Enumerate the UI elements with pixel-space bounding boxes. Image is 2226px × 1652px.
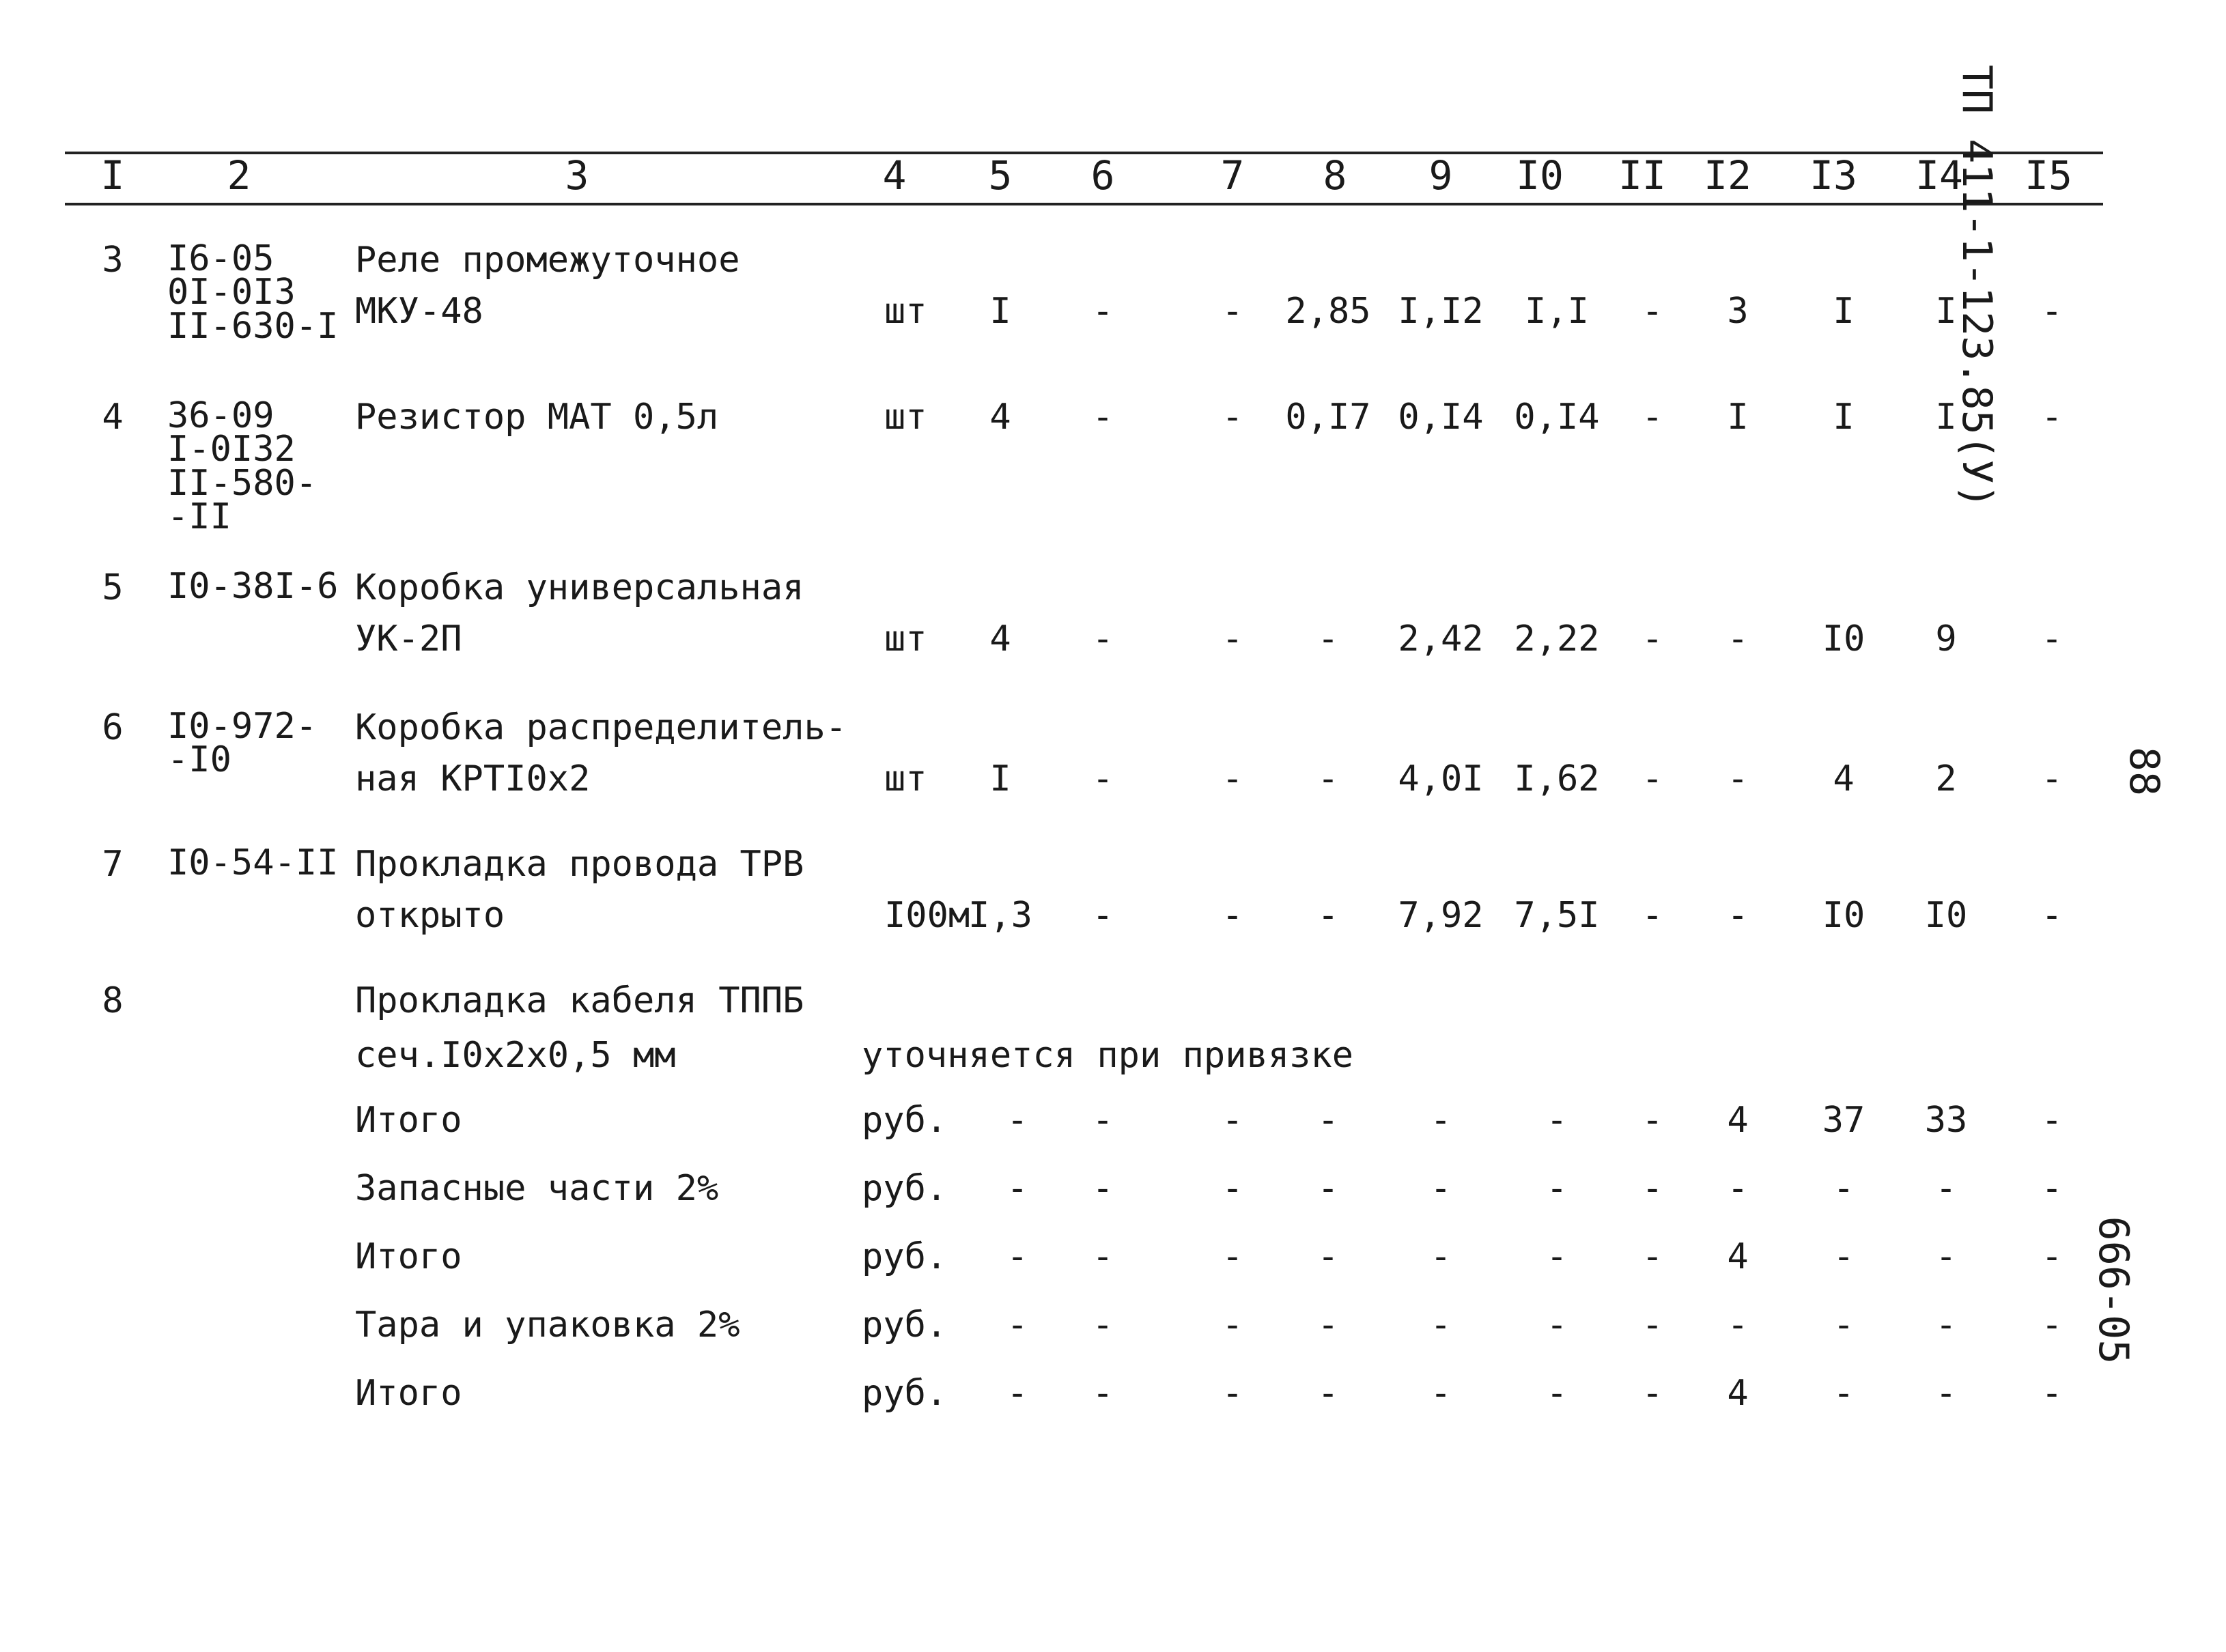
total-value-11: - [1642, 1100, 1663, 1141]
total-value-11: - [1642, 1305, 1663, 1345]
total-unit: руб. [862, 1236, 948, 1277]
total-value-8: - [1317, 1373, 1339, 1414]
total-value-7: - [1222, 1305, 1243, 1345]
row-name-cont: УК-2П [355, 618, 462, 659]
total-unit: руб. [862, 1305, 948, 1345]
row-unit: шт [884, 397, 927, 438]
row-value-11: - [1642, 895, 1663, 936]
row-value-15: - [2041, 618, 2063, 659]
total-value-8: - [1317, 1236, 1339, 1277]
header-col-15: I5 [2025, 152, 2072, 199]
row-value-12: - [1727, 758, 1749, 799]
header-bottom-rule [65, 203, 2103, 205]
total-value-15: - [2041, 1305, 2063, 1345]
header-col-14: I4 [1915, 152, 1963, 199]
header-top-rule [65, 152, 2103, 154]
header-col-1: I [100, 152, 125, 199]
row-number: 3 [102, 240, 124, 281]
row-value-15: - [2041, 758, 2063, 799]
row-value-6: - [1092, 758, 1114, 799]
row-value-8: - [1317, 895, 1339, 936]
row-value-11: - [1642, 291, 1663, 332]
row-number: 8 [102, 980, 124, 1021]
side-code-bottom: 666-05 [2089, 1216, 2137, 1365]
row-name-cont: сеч.I0х2х0,5 мм [355, 1035, 676, 1076]
row-value-12: - [1727, 618, 1749, 659]
header-col-10: I0 [1516, 152, 1564, 199]
total-value-5: - [1006, 1236, 1028, 1277]
total-value-11: - [1642, 1373, 1663, 1414]
row-value-7: - [1222, 397, 1243, 438]
row-value-14: I0 [1924, 895, 1968, 936]
row-value-10: I,I [1525, 291, 1589, 332]
total-value-14: - [1935, 1305, 1957, 1345]
total-value-10: - [1546, 1305, 1568, 1345]
total-value-15: - [2041, 1236, 2063, 1277]
row-number: 6 [102, 707, 124, 748]
row-value-8: 2,85 [1285, 291, 1371, 332]
header-col-5: 5 [988, 152, 1013, 199]
header-col-7: 7 [1220, 152, 1245, 199]
row-unit: шт [884, 618, 927, 659]
row-name-cont: открыто [355, 895, 505, 936]
total-unit: руб. [862, 1373, 948, 1414]
header-col-8: 8 [1323, 152, 1347, 199]
row-name: Резистор МАТ 0,5л [355, 397, 719, 438]
header-col-3: 3 [565, 152, 589, 199]
row-value-9: 0,I4 [1398, 397, 1484, 438]
total-value-13: - [1833, 1305, 1855, 1345]
total-value-15: - [2041, 1168, 2063, 1209]
row-value-10: 0,I4 [1514, 397, 1600, 438]
total-value-5: - [1006, 1100, 1028, 1141]
header-col-4: 4 [882, 152, 907, 199]
total-value-9: - [1430, 1100, 1452, 1141]
row-value-13: 4 [1833, 758, 1855, 799]
row-unit: шт [884, 758, 927, 799]
row-code: I0-972- -I0 [167, 706, 318, 781]
total-value-7: - [1222, 1100, 1243, 1141]
total-value-14: - [1935, 1168, 1957, 1209]
total-value-15: - [2041, 1373, 2063, 1414]
row-value-10: 2,22 [1514, 618, 1600, 659]
total-value-10: - [1546, 1373, 1568, 1414]
total-value-6: - [1092, 1100, 1114, 1141]
total-value-13: - [1833, 1373, 1855, 1414]
total-label: Итого [355, 1373, 462, 1414]
row-value-15: - [2041, 291, 2063, 332]
row-name-cont: МКУ-48 [355, 291, 483, 332]
row-name: Коробка универсальная [355, 567, 804, 608]
row-value-8: - [1317, 758, 1339, 799]
row-value-14: I [1935, 397, 1957, 438]
header-col-11: II [1618, 152, 1666, 199]
total-value-11: - [1642, 1236, 1663, 1277]
total-value-13: - [1833, 1236, 1855, 1277]
row-value-7: - [1222, 895, 1243, 936]
total-value-8: - [1317, 1168, 1339, 1209]
total-value-9: - [1430, 1305, 1452, 1345]
row-number: 7 [102, 844, 124, 885]
side-code-top: ТП 411-1-123.85(У) [1953, 64, 2001, 509]
total-value-13: 37 [1822, 1100, 1865, 1141]
total-value-7: - [1222, 1168, 1243, 1209]
total-unit: руб. [862, 1168, 948, 1209]
row-number: 5 [102, 567, 124, 608]
header-col-2: 2 [227, 152, 251, 199]
row-value-9: 7,92 [1398, 895, 1484, 936]
row-value-7: - [1222, 291, 1243, 332]
row-code: I6-05 0I-0I3 II-630-I [167, 238, 339, 347]
row-value-11: - [1642, 758, 1663, 799]
row-name: Прокладка провода ТРВ [355, 844, 804, 885]
row-name-cont: ная КРТI0х2 [355, 758, 591, 799]
total-value-14: - [1935, 1373, 1957, 1414]
total-value-5: - [1006, 1373, 1028, 1414]
row-note: уточняется при привязке [862, 1035, 1354, 1076]
row-value-8: - [1317, 618, 1339, 659]
total-value-9: - [1430, 1236, 1452, 1277]
total-value-5: - [1006, 1305, 1028, 1345]
total-value-10: - [1546, 1168, 1568, 1209]
total-value-12: 4 [1727, 1373, 1749, 1414]
row-value-6: - [1092, 618, 1114, 659]
total-label: Итого [355, 1100, 462, 1141]
row-value-14: 9 [1935, 618, 1957, 659]
row-value-5: I [989, 291, 1011, 332]
row-value-12: - [1727, 895, 1749, 936]
row-code: I0-38I-6 [167, 566, 339, 607]
row-value-10: I,62 [1514, 758, 1600, 799]
row-value-7: - [1222, 758, 1243, 799]
row-value-15: - [2041, 397, 2063, 438]
row-value-10: 7,5I [1514, 895, 1600, 936]
total-value-14: 33 [1924, 1100, 1968, 1141]
row-name: Реле промежуточное [355, 240, 740, 281]
row-value-11: - [1642, 618, 1663, 659]
row-value-8: 0,I7 [1285, 397, 1371, 438]
total-value-8: - [1317, 1305, 1339, 1345]
total-value-7: - [1222, 1373, 1243, 1414]
total-value-12: 4 [1727, 1236, 1749, 1277]
total-label: Итого [355, 1236, 462, 1277]
row-value-15: - [2041, 895, 2063, 936]
row-value-12: 3 [1727, 291, 1749, 332]
row-value-7: - [1222, 618, 1243, 659]
side-page-number: 88 [2120, 746, 2168, 797]
row-value-5: 4 [989, 618, 1011, 659]
row-value-9: 4,0I [1398, 758, 1484, 799]
total-value-11: - [1642, 1168, 1663, 1209]
total-label: Тара и упаковка 2% [355, 1305, 740, 1345]
total-value-12: - [1727, 1305, 1749, 1345]
row-value-13: I [1833, 291, 1855, 332]
total-value-12: 4 [1727, 1100, 1749, 1141]
row-value-9: I,I2 [1398, 291, 1484, 332]
row-value-6: - [1092, 895, 1114, 936]
row-value-13: I0 [1822, 895, 1865, 936]
row-value-14: 2 [1935, 758, 1957, 799]
row-value-11: - [1642, 397, 1663, 438]
total-label: Запасные части 2% [355, 1168, 719, 1209]
total-value-9: - [1430, 1373, 1452, 1414]
header-col-12: I2 [1704, 152, 1751, 199]
row-name: Прокладка кабеля ТППБ [355, 980, 804, 1021]
total-value-6: - [1092, 1305, 1114, 1345]
total-value-6: - [1092, 1168, 1114, 1209]
total-value-6: - [1092, 1236, 1114, 1277]
row-value-5: I [989, 758, 1011, 799]
total-value-10: - [1546, 1100, 1568, 1141]
row-code: I0-54-II [167, 842, 339, 883]
total-value-7: - [1222, 1236, 1243, 1277]
total-value-5: - [1006, 1168, 1028, 1209]
total-value-9: - [1430, 1168, 1452, 1209]
row-value-13: I0 [1822, 618, 1865, 659]
row-value-12: I [1727, 397, 1749, 438]
row-number: 4 [102, 397, 124, 438]
total-value-14: - [1935, 1236, 1957, 1277]
total-unit: руб. [862, 1100, 948, 1141]
total-value-12: - [1727, 1168, 1749, 1209]
row-unit: I00м [884, 895, 970, 936]
header-col-6: 6 [1090, 152, 1115, 199]
row-value-5: I,3 [968, 895, 1032, 936]
total-value-10: - [1546, 1236, 1568, 1277]
header-col-13: I3 [1809, 152, 1857, 199]
row-value-6: - [1092, 291, 1114, 332]
header-col-9: 9 [1428, 152, 1453, 199]
row-value-6: - [1092, 397, 1114, 438]
row-name: Коробка распределитель- [355, 707, 847, 748]
total-value-6: - [1092, 1373, 1114, 1414]
row-value-5: 4 [989, 397, 1011, 438]
row-code: 36-09 I-0I32 II-580- -II [167, 395, 318, 538]
total-value-13: - [1833, 1168, 1855, 1209]
total-value-8: - [1317, 1100, 1339, 1141]
row-value-14: I [1935, 291, 1957, 332]
row-value-9: 2,42 [1398, 618, 1484, 659]
total-value-15: - [2041, 1100, 2063, 1141]
row-value-13: I [1833, 397, 1855, 438]
row-unit: шт [884, 291, 927, 332]
